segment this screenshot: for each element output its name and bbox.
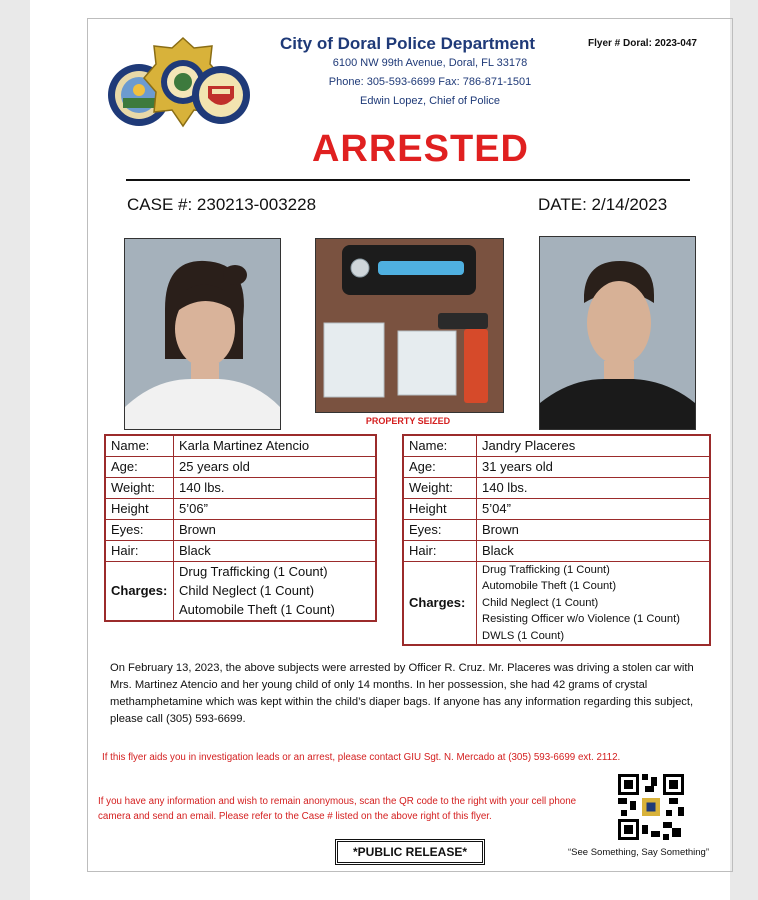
subject-left-table [104,434,377,622]
label-age: Age: [105,456,174,477]
subject-right-age: 31 years old [477,456,711,477]
charge-item: Drug Trafficking (1 Count) [179,564,328,580]
subject-right-name: Jandry Placeres [477,435,711,456]
mugshot-male-image [540,237,695,429]
subject-right-table [402,434,711,646]
department-address: 6100 NW 99th Avenue, Doral, FL 33178 [332,57,528,69]
label-eyes: Eyes: [403,519,477,540]
header-divider [126,179,690,181]
subject-right-eyes: Brown [477,519,711,540]
charge-item: Resisting Officer w/o Violence (1 Count) [482,613,680,625]
label-weight: Weight: [105,477,174,498]
anonymous-tip-notice: If you have any information and wish to remain anonymous, scan the QR code to the right with your cell phone camera and send an email. Please refer to the Case # listed on the above right of this flyer. [98,796,577,822]
label-name: Name: [403,435,477,456]
label-hair: Hair: [105,540,174,561]
charge-item: Automobile Theft (1 Count) [482,580,617,592]
subject-right-charges [477,561,711,645]
subject-left-name: Karla Martinez Atencio [174,435,377,456]
mugshot-left [124,238,281,430]
subject-right-hair: Black [477,540,711,561]
giu-contact-notice: If this flyer aids you in investigation leads or an arrest, please contact GIU Sgt. N. Mercado at (305) 593-6699 ext. 2112. [102,752,621,763]
charge-item: Child Neglect (1 Count) [179,583,315,599]
public-release-stamp: *PUBLIC RELEASE* [335,839,485,865]
flyer-number: Flyer # Doral: 2023-047 [588,38,697,49]
mugshot-right [539,236,696,430]
department-phone: Phone: 305-593-6699 Fax: 786-871-1501 [328,76,532,88]
subject-right-weight: 140 lbs. [477,477,711,498]
label-age: Age: [403,456,477,477]
subject-left-weight: 140 lbs. [174,477,377,498]
label-eyes: Eyes: [105,519,174,540]
seized-items-image [316,239,503,412]
flyer-date: DATE: 2/14/2023 [538,195,668,214]
arrest-narrative: On February 13, 2023, the above subjects were arrested by Officer R. Cruz. Mr. Placeres was driving a stolen car with Mrs. Martinez Atencio and her young child of only 14 months. In her possession, she had 42 grams of crystal methamphetamine which was kept within the child’s diaper bags. If anyone has any information regarding this subject, please call (305) 593-6699. [110,662,694,725]
charge-item: DWLS (1 Count) [482,629,565,642]
subject-left-hair: Black [174,540,377,561]
label-hair: Hair: [403,540,477,561]
flyer-page [30,0,730,900]
department-seal-icon [190,62,252,128]
subject-left-height: 5’06” [174,498,377,519]
label-charges: Charges: [105,561,174,621]
qr-code-icon[interactable] [618,774,684,840]
charge-item: Drug Trafficking (1 Count) [482,563,610,576]
subject-right-height: 5’04” [477,498,711,519]
police-chief: Edwin Lopez, Chief of Police [359,95,501,107]
property-seized-caption: PROPERTY SEIZED [365,416,451,426]
label-height: Height [105,498,174,519]
slogan: “See Something, Say Something” [568,847,709,858]
label-weight: Weight: [403,477,477,498]
property-seized-photo [315,238,504,413]
subject-left-eyes: Brown [174,519,377,540]
label-charges: Charges: [403,561,477,645]
label-height: Height [403,498,477,519]
subject-left-age: 25 years old [174,456,377,477]
subject-left-charges [174,561,377,621]
charge-item: Automobile Theft (1 Count) [179,602,335,618]
case-number: CASE #: 230213-003228 [127,195,317,214]
label-name: Name: [105,435,174,456]
department-title: City of Doral Police Department [280,34,536,53]
charge-item: Child Neglect (1 Count) [482,596,599,609]
mugshot-female-image [125,239,280,429]
arrest-status-heading: ARRESTED [311,128,530,170]
